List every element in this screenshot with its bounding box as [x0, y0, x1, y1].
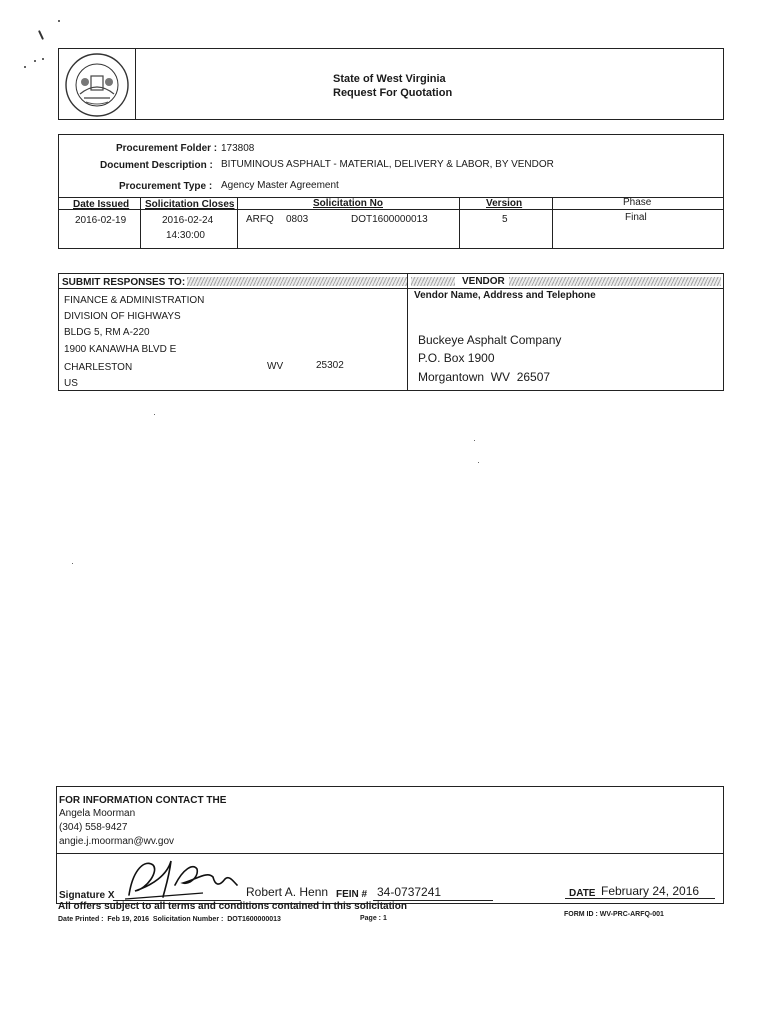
- vendor-subheader: Vendor Name, Address and Telephone: [414, 290, 596, 301]
- terms-notice: All offers subject to all terms and conditions contained in this solicitation: [58, 901, 407, 912]
- vendor-address-line2: Morgantown WV 26507: [418, 370, 551, 384]
- scan-speck: [72, 563, 73, 564]
- submit-address-line3: BLDG 5, RM A-220: [64, 327, 150, 338]
- procurement-box: [58, 134, 724, 249]
- solicitation-dept-value: 0803: [286, 214, 309, 225]
- col-header-phase: Phase: [623, 197, 652, 208]
- submit-address-line4: 1900 KANAWHA BLVD E: [64, 344, 177, 355]
- header-hatch: [411, 277, 455, 286]
- scan-speck: [154, 414, 155, 415]
- scan-speck: [474, 440, 475, 441]
- submit-state: WV: [267, 361, 284, 372]
- procurement-folder-label: Procurement Folder :: [116, 143, 218, 154]
- col-divider: [552, 197, 553, 248]
- closes-time-value: 14:30:00: [166, 230, 205, 241]
- signature-date-value: February 24, 2016: [601, 884, 700, 898]
- scan-speck: [58, 20, 60, 22]
- header-divider: [135, 49, 136, 119]
- document-description-value: BITUMINOUS ASPHALT - MATERIAL, DELIVERY & LABOR, BY VENDOR: [221, 159, 554, 170]
- contact-phone: (304) 558-9427: [59, 822, 128, 833]
- scan-speck: [34, 60, 36, 62]
- submit-responses-header: SUBMIT RESPONSES TO:: [62, 277, 186, 288]
- procurement-type-label: Procurement Type :: [119, 181, 213, 192]
- vendor-name: Buckeye Asphalt Company: [418, 333, 562, 347]
- contact-header: FOR INFORMATION CONTACT THE: [59, 795, 227, 806]
- document-title-line1: State of West Virginia: [333, 73, 446, 85]
- date-issued-value: 2016-02-19: [75, 215, 127, 226]
- solicitation-number-value: DOT1600000013: [351, 214, 428, 225]
- col-divider: [237, 197, 238, 248]
- document-description-label: Document Description :: [100, 160, 213, 171]
- phase-value: Final: [625, 212, 647, 223]
- submit-vendor-divider: [407, 274, 408, 390]
- closes-date-value: 2016-02-24: [162, 215, 214, 226]
- col-header-solicitation-no: Solicitation No: [313, 198, 383, 209]
- document-title-line2: Request For Quotation: [333, 87, 453, 99]
- col-header-solicitation-closes: Solicitation Closes: [145, 199, 235, 210]
- procurement-type-value: Agency Master Agreement: [221, 180, 339, 191]
- submit-country: US: [64, 378, 78, 389]
- header-box: [58, 48, 724, 120]
- col-divider: [140, 197, 141, 248]
- submit-address-line2: DIVISION OF HIGHWAYS: [64, 311, 181, 322]
- scan-speck: [42, 58, 44, 60]
- fein-label: FEIN #: [336, 889, 368, 900]
- state-seal: [64, 52, 130, 118]
- col-header-version: Version: [486, 198, 523, 209]
- solicitation-type-value: ARFQ: [246, 214, 274, 225]
- date-label: DATE: [569, 888, 596, 899]
- vendor-header: VENDOR: [462, 276, 505, 287]
- submit-city: CHARLESTON: [64, 362, 133, 373]
- handwritten-signature: [123, 855, 241, 901]
- page-number: Page : 1: [360, 915, 387, 922]
- header-hatch: [509, 277, 721, 286]
- header-hatch: [171, 277, 407, 286]
- submit-zip: 25302: [316, 360, 344, 371]
- col-header-date-issued: Date Issued: [73, 199, 130, 210]
- contact-email: angie.j.moorman@wv.gov: [59, 836, 175, 847]
- scan-speck: [38, 30, 44, 40]
- submit-address-line1: FINANCE & ADMINISTRATION: [64, 295, 205, 306]
- signature-label: Signature X: [59, 890, 115, 901]
- form-id: FORM ID : WV-PRC-ARFQ-001: [564, 911, 664, 918]
- vendor-address-line1: P.O. Box 1900: [418, 351, 495, 365]
- header-underline: [59, 288, 723, 289]
- col-divider: [459, 197, 460, 248]
- contact-signature-divider: [57, 853, 723, 854]
- scan-speck: [478, 462, 479, 463]
- date-underline: [565, 898, 715, 899]
- submit-vendor-box: [58, 273, 724, 391]
- fein-value: 34-0737241: [377, 885, 442, 899]
- version-value: 5: [502, 214, 508, 225]
- contact-name: Angela Moorman: [59, 808, 136, 819]
- procurement-folder-value: 173808: [221, 143, 255, 154]
- scan-speck: [24, 66, 26, 68]
- signer-name: Robert A. Henn: [246, 885, 329, 899]
- contact-signature-box: [56, 786, 724, 904]
- date-printed-line: Date Printed : Feb 19, 2016 Solicitation Number : DOT1600000013: [58, 916, 281, 923]
